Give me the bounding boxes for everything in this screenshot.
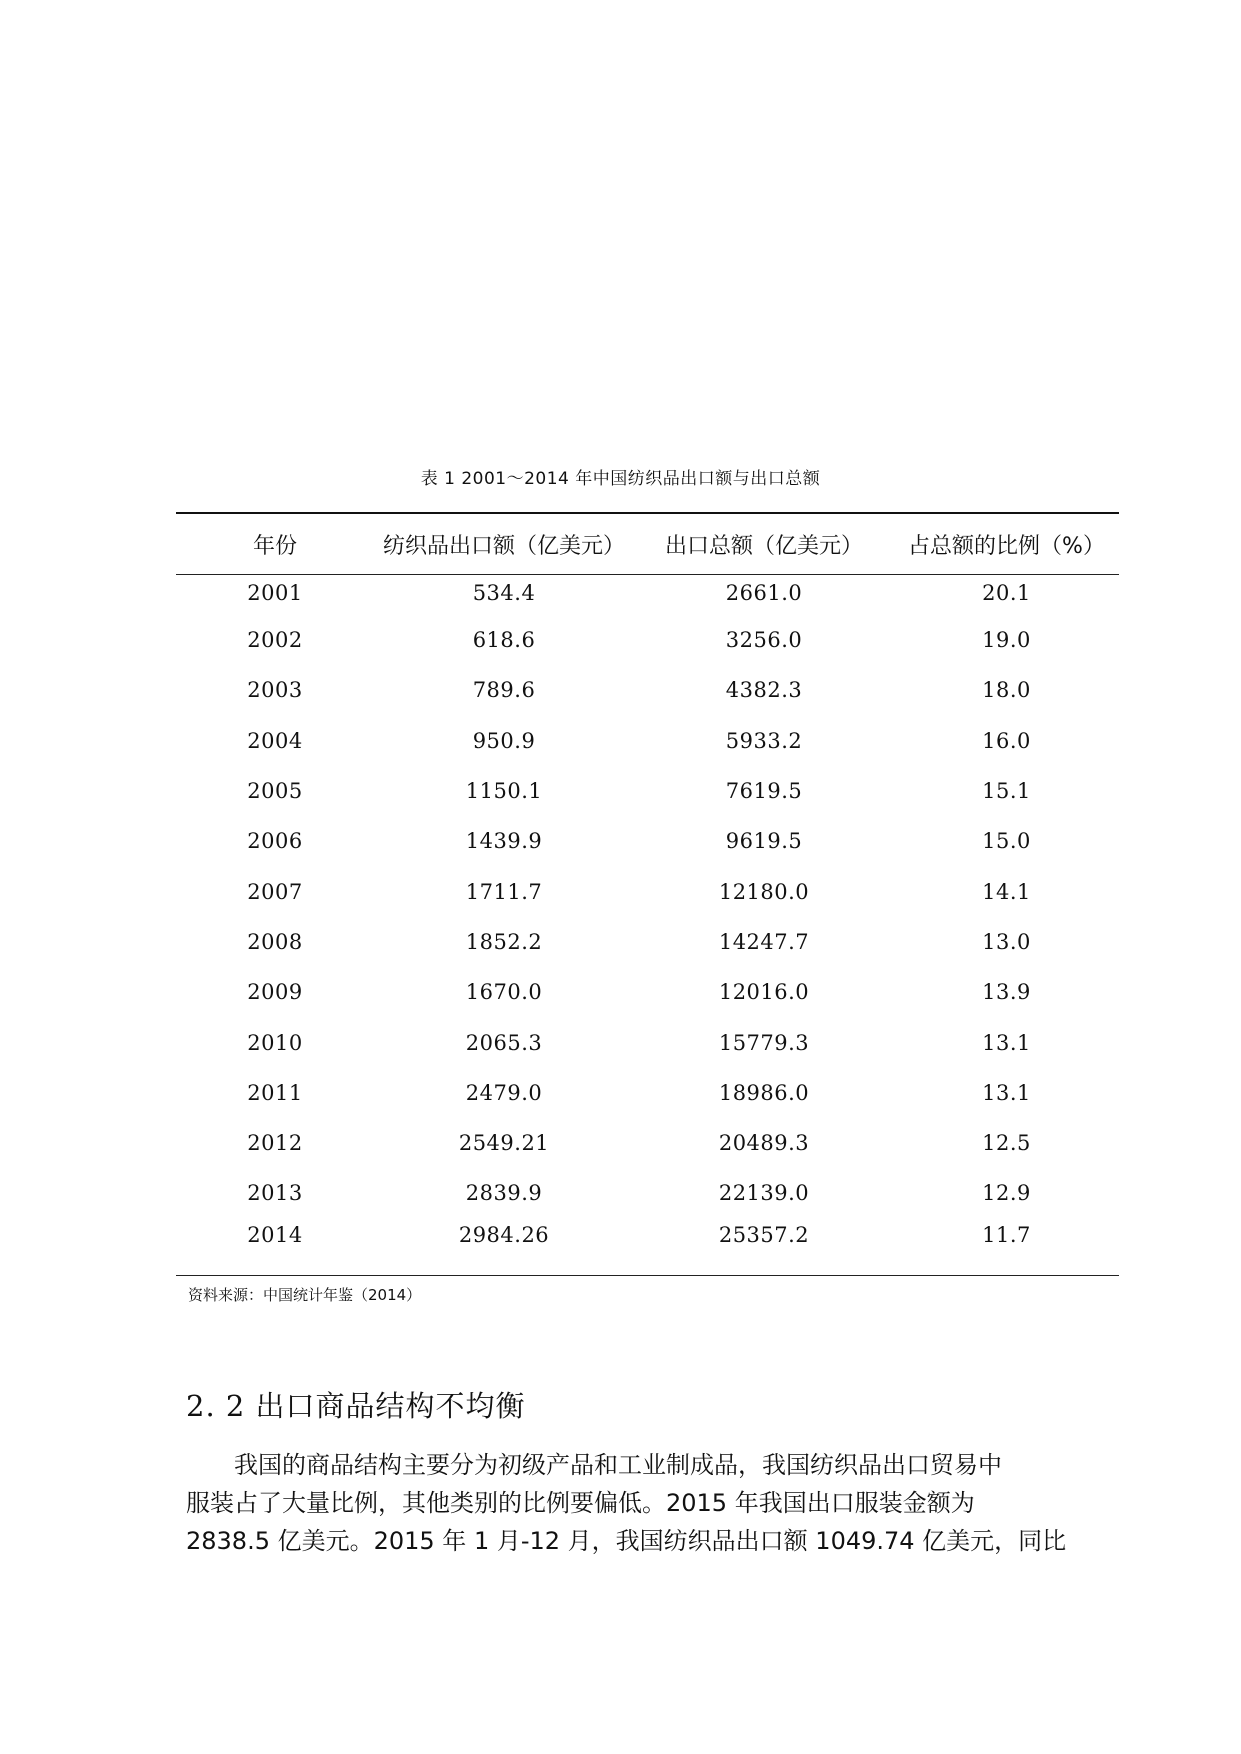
cell-textile-exports: 2479.0 (465, 1080, 543, 1105)
cell-total-exports: 18986.0 (718, 1080, 810, 1105)
cell-share: 20.1 (982, 581, 1031, 605)
cell-year: 2006 (247, 829, 303, 854)
cell-share: 13.1 (982, 1030, 1031, 1055)
cell-year: 2009 (247, 980, 303, 1005)
cell-year: 2011 (247, 1080, 303, 1105)
header-textile-exports: 纺织品出口额（亿美元） (382, 533, 625, 559)
cell-share: 13.0 (982, 929, 1031, 954)
cell-year: 2007 (247, 879, 303, 904)
cell-year: 2008 (247, 929, 303, 954)
table-header-row (176, 513, 1119, 575)
table-row (176, 615, 1119, 665)
table-row (176, 917, 1119, 967)
cell-year: 2002 (247, 628, 303, 653)
cell-total-exports: 2661.0 (725, 581, 803, 605)
cell-year: 2013 (247, 1181, 303, 1206)
paragraph-line: 我国的商品结构主要分为初级产品和工业制成品，我国纺织品出口贸易中 (234, 1451, 1002, 1479)
cell-total-exports: 20489.3 (718, 1131, 810, 1156)
cell-year: 2010 (247, 1030, 303, 1055)
cell-share: 13.9 (982, 980, 1031, 1005)
section-heading: 2. 2 出口商品结构不均衡 (186, 1389, 526, 1423)
cell-textile-exports: 2984.26 (458, 1222, 550, 1247)
cell-total-exports: 15779.3 (718, 1030, 810, 1055)
table-row (176, 1219, 1119, 1276)
export-data-table (176, 512, 1119, 1276)
table-body (176, 575, 1119, 1276)
table-row (176, 816, 1119, 866)
cell-share: 12.5 (982, 1131, 1031, 1156)
cell-textile-exports: 1670.0 (465, 980, 543, 1005)
cell-year: 2001 (247, 581, 303, 605)
cell-year: 2004 (247, 728, 303, 753)
cell-total-exports: 12016.0 (718, 980, 810, 1005)
paragraph-line: 服装占了大量比例，其他类别的比例要偏低。2015 年我国出口服装金额为 (186, 1489, 975, 1517)
cell-share: 15.1 (982, 779, 1031, 804)
data-table-container (176, 512, 1119, 1276)
table-row (176, 716, 1119, 766)
cell-total-exports: 5933.2 (725, 728, 803, 753)
table-row (176, 1017, 1119, 1067)
cell-year: 2014 (247, 1222, 303, 1247)
table-source-note: 资料来源：中国统计年鉴（2014） (188, 1286, 422, 1304)
body-paragraph (186, 1446, 1066, 1560)
cell-share: 12.9 (982, 1181, 1031, 1206)
cell-textile-exports: 618.6 (472, 628, 536, 653)
header-total-exports: 出口总额（亿美元） (664, 533, 863, 559)
cell-textile-exports: 2065.3 (465, 1030, 543, 1055)
cell-share: 19.0 (982, 628, 1031, 653)
cell-share: 14.1 (982, 879, 1031, 904)
cell-total-exports: 4382.3 (725, 678, 803, 703)
header-share: 占总额的比例（%） (908, 533, 1105, 559)
cell-textile-exports: 1711.7 (465, 879, 543, 904)
table-row (176, 665, 1119, 715)
paragraph-line: 2838.5 亿美元。2015 年 1 月-12 月，我国纺织品出口额 1049.74 亿美元，同比 (186, 1527, 1067, 1555)
cell-share: 16.0 (982, 728, 1031, 753)
cell-total-exports: 14247.7 (718, 929, 810, 954)
cell-total-exports: 12180.0 (718, 879, 810, 904)
cell-year: 2012 (247, 1131, 303, 1156)
cell-total-exports: 9619.5 (725, 829, 803, 854)
header-year: 年份 (252, 533, 297, 559)
table-row (176, 1168, 1119, 1218)
table-row (176, 575, 1119, 616)
cell-year: 2005 (247, 779, 303, 804)
table-row (176, 967, 1119, 1017)
cell-textile-exports: 2839.9 (465, 1181, 543, 1206)
cell-total-exports: 25357.2 (718, 1222, 810, 1247)
cell-share: 15.0 (982, 829, 1031, 854)
cell-year: 2003 (247, 678, 303, 703)
cell-share: 11.7 (982, 1222, 1031, 1247)
cell-textile-exports: 2549.21 (458, 1131, 550, 1156)
cell-textile-exports: 1852.2 (465, 929, 543, 954)
table-row (176, 766, 1119, 816)
table-row (176, 866, 1119, 916)
table-row (176, 1118, 1119, 1168)
cell-total-exports: 7619.5 (725, 779, 803, 804)
table-caption: 表 1 2001～2014 年中国纺织品出口额与出口总额 (420, 469, 821, 489)
cell-textile-exports: 534.4 (472, 581, 536, 605)
cell-total-exports: 22139.0 (718, 1181, 810, 1206)
cell-textile-exports: 789.6 (472, 678, 536, 703)
cell-total-exports: 3256.0 (725, 628, 803, 653)
table-row (176, 1068, 1119, 1118)
cell-share: 13.1 (982, 1080, 1031, 1105)
cell-textile-exports: 950.9 (472, 728, 536, 753)
cell-textile-exports: 1150.1 (465, 779, 543, 804)
cell-share: 18.0 (982, 678, 1031, 703)
cell-textile-exports: 1439.9 (465, 829, 543, 854)
